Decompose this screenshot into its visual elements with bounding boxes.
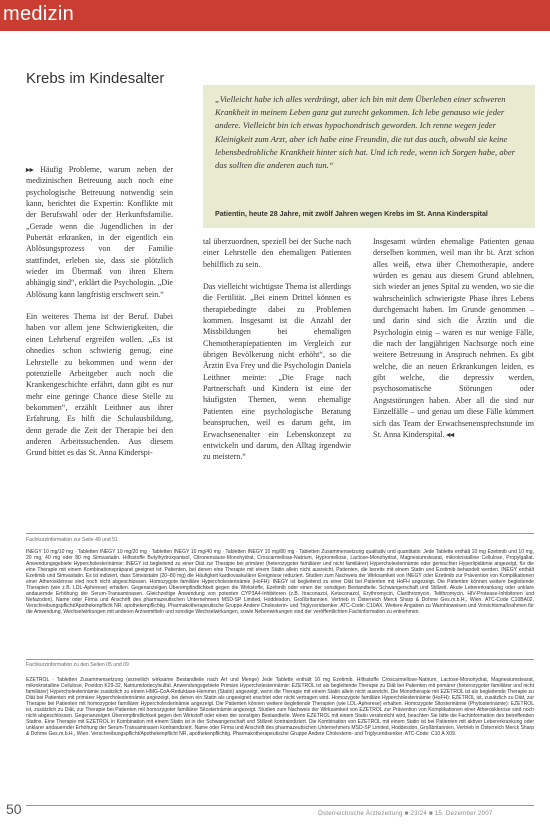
- paragraph: Ein weiteres Thema ist der Beruf. Dabei haben vor allem jene Schwierigkeiten, die einen Lehrberuf ergreifen wollen. „Es ist ohnedies schon schwierig genug, eine Lehrstelle zu bekommen und wenn der potenzielle Arbeitgeber auch noch die Krankengeschichte erfährt, dann gibt es nur mehr eine geringe Chance diese Stelle zu bekommen“, erzählt Leithner aus ihrer Erfahrung. Es hilft die Schulausbildung, denn gerade die Zeit der Therapie bei den anderen Arbeitssuchenden. Aus diesem Grund bittet es das St. Anna Kinderspi-: [26, 312, 173, 458]
- paragraph-text: Insgesamt würden ehemalige Patienten genau derselben kommen, weil man ihr bi. Arzt schon alles weiß, etwa über Chemotherapie, andere würden es genau aus diesem Grund ablehnen, sich wieder an jenes Spital zu wenden, wo sie die wahrscheinlich schwierigste Phase ihres Lebens durchgemacht haben. Im Grunde genommen – und darin sind sich die Ärztin und die Psychologin einig – waren es nur wenige Fälle, die nach der langjährigen Nachsorge noch eine weitere Betreuung in Anspruch nehmen. Es gibt welche, die an neuen Erkrankungen leiden, es gibt welche, die depressiv werden, psychosomatische Störungen oder Angststörungen haben. Aber all die sind nur Einzelfälle – und genau um diese Fälle kümmert sich das Team der Erwachsenensprechstunde im St. Anna Kinderspital.: [373, 237, 534, 439]
- paragraph: Das vielleicht wichtigste Thema ist allerdings die Fertilität. „Bei einem Drittel können es therapiebedingte dabei zu Problemen kommen. Insgesamt ist die Anzahl der Missbildungen bei ehemaligen Chemotherapiepatienten im Vergleich zur übrigen Bevölkerung nicht erhöht“, so die Ärztin Eva Frey und die Psychologin Daniela Leithner meinte: „Die Frage nach Partnerschaft und Kindern ist eine der häufigsten Themen, wenn ehemalige Patienten eine psychologische Beratung beanspruchen, weil es darum geht, im Erwachsenenalter ein Lebenskonzept zu entwickeln und darum, den Alltag irgendwie zu meistern.“: [203, 282, 351, 462]
- pull-quote: „Vielleicht habe ich alles verdrängt, aber ich bin mit dem Überleben einer schweren Krankheit in meinem Leben ganz gut zurecht gekommen. Ich lebe genauso wie jeder andere. Vielleicht bin ich etwas hypochondrisch geworden. Ich renne wegen jeder Kleinigkeit zum Arzt, aber ich habe eine Freundin, die tut das auch, obwohl sie keine lebensbedrohliche Krankheit hinter sich hat. Und ich rede, wenn ich Sorgen habe, aber das sollten die anderen auch tun.“: [215, 94, 516, 171]
- fachinfo-text-2: EZETROL · Tabletten Zusammensetzung (arzneilich wirksame Bestandteile nach Art und Menge) Jede Tablette enthält 10 mg Ezetimib. Hilfsstoffe Croscarmellose-Natrium, Lactose-Monohydrat, Magnesiumstearat, mikrokristalline Cellulose, Povidon K29-32, Natriumdodecylsulfat. Anwendungsgebiete Primäre Hypercholesterinämie: EZETROL ist als begleitende Therapie zu Diät bei Patienten mit primärer (heterozygoter familiärer und nicht familiärer) Hypercholesterinämie zusätzlich zu einem HMG-CoA-Reduktase-Hemmer (Statin) angezeigt, wenn die Therapie mit einem Statin allein nicht ausreicht. Die Monotherapie mit EZETROL ist als begleitende Therapie zu Diät bei Patienten mit primärer Hypercholesterinämie angezeigt, bei denen ein Statin als ungeeignet erachtet oder nicht vertragen wird. Homozygote familiäre Hypercholesterinämie (HoFH): EZETROL ist, zusätzlich zu Diät, zur Therapie bei Patienten mit homozygoter familiärer Hypercholesterinämie angezeigt. Die Patienten können weitere begleitende Therapien (wie LDL-Apherese) erhalten. Homozygote Sitosterinämie (Phytosterinämie): EZETROL ist, zusätzlich zu Diät, zur Therapie bei Patienten mit homozygoter familiärer Sitosterinämie angezeigt. Studien zum Nachweis der Wirksamkeit von EZETROL zur Prävention von Komplikationen einer Atherosklerose sind noch nicht abgeschlossen. Gegenanzeigen Überempfindlichkeit gegen den Wirkstoff oder einen der sonstigen Bestandteile. Wenn EZETROL mit einem Statin verabreicht wird, beachten Sie bitte die Fachinformation des betreffenden Statins. Eine Therapie mit EZETROL in Kombination mit einem Statin ist in der Schwangerschaft und Stillzeit kontraindiziert. Die Kombination von EZETROL mit einem Statin ist bei Patienten mit aktiver Lebererkrankung oder unklarer andauernder Erhöhung der Serum-Transaminasen kontraindiziert. Name oder Firma und Anschrift des pharmazeutischen Unternehmers MSD-SP Limited, Hoddesdon, Großbritannien. Vertrieb in Österreich Merck Sharp & Dohme Ges.m.b.H., Wien. Verschreibungspflicht/Apothekenpflicht NR, apothekenpflichtig. Pharmakotherapeutische Gruppe Andere Cholesterin- und Triglyceridsenker. ATC-Code: C10 A X09.: [26, 677, 534, 738]
- article-column-1: [26, 164, 173, 459]
- paragraph: [373, 236, 534, 440]
- article-column-2: [203, 236, 351, 463]
- fachinfo-label-2: Fachkurzinformation zu den Seiten 05 und 09: [26, 662, 129, 668]
- paragraph: tal überzuordnen, speziell bei der Suche nach einer Lehrstelle den ehemaligen Patienten behilflich zu sein.: [203, 237, 351, 269]
- section-arrow-icon: ▸▸: [26, 165, 41, 174]
- fachinfo-label-1: Fachkurzinformation zur Seite 49 und 51: [26, 537, 118, 543]
- article-title: Krebs im Kindesalter: [26, 70, 165, 87]
- end-of-article-icon: ◂◂: [446, 429, 455, 439]
- paragraph: [26, 164, 173, 300]
- quote-box: [203, 85, 535, 228]
- paragraph-text: Häufig Probleme, warum neben der medizinischen Betreuung auch noch eine psychologische Betreuung notwendig sein kann, berichtet die Expertin: Konflikte mit der Berufswahl oder der Herkunftsfamilie. „Gerade wenn die Jugendlichen in der Pubertät erkranken, in der eigentlich ein Ablösungsprozess von der Familie stattfindet, erleben sie, dass sie plötzlich wieder im Übermaß von ihren Eltern abhängig sind“, erklärt die Psychologin. „Die Ablösung kann langfristig erschwert sein.“: [26, 165, 173, 299]
- section-title: medizin: [3, 3, 75, 25]
- page-number: 50: [6, 801, 22, 817]
- fachinfo-text-1: INEGY 10 mg/10 mg · Tabletten INEGY 10 mg/20 mg · Tabletten INEGY 10 mg/40 mg · Tabletten INEGY 10 mg/80 mg · Tabletten Zusammensetzung qualitativ und quantitativ: Jede Tablette enthält 10 mg Ezetimib und 10 mg, 20 mg, 40 mg oder 80 mg Simvastatin. Hilfsstoffe Butylhydroxyanisol, Citronensäure-Monohydrat, Croscarmellose-Natrium, Hypromellose, Lactose-Monohydrat, Magnesiumstearat, mikrokristalline Cellulose, Propylgallat. Anwendungsgebiete Hypercholesterinämie: INEGY ist begleitend zu einer Diät zur Therapie bei primärer (heterozygoter familiärer und nicht familiärer) Hypercholesterinämie oder gemischter Hyperlipidämie angezeigt, für die eine Therapie mit einem Kombinationspräparat geeignet ist: Patienten, bei denen eine Therapie mit einem Statin allein nicht ausreicht, Patienten, die bereits mit einem Statin und Ezetimib behandelt werden. INEGY enthält Ezetimib und Simvastatin. Es ist indiziert, dass Simvastatin (20–80 mg) die Häufigkeit kardiovaskulärer Ereignisse reduziert. Studien zum Nachweis der Wirksamkeit von INEGY oder Ezetimib zur Prävention von Komplikationen einer Atherosklerose sind noch nicht abgeschlossen. Homozygote familiäre Hypercholesterinämie (HoFH): INEGY ist begleitend zu einer Diät bei Patienten mit HoFH angezeigt. Die Patienten können weitere begleitende Therapien (wie z.B. LDL-Apherese) erhalten. Gegenanzeigen Überempfindlichkeit gegen die Wirkstoffe, Ezetimib oder einen der sonstigen Bestandteile. Schwangerschaft und Stillzeit. Akute Lebererkrankung oder unklare andauernde Erhöhung der Serum-Transaminasen. Gleichzeitige Anwendung von potenten CYP3A4-Inhibitoren (z.B. Itraconazol, Ketoconazol, Erythromycin, Clarithromycin, Telithromycin, HIV-Protease-Inhibitoren und Nefazodon). Name oder Firma und Anschrift des pharmazeutischen Unternehmers MSD-SP Limited, Hoddesdon, Großbritannien. Vertrieb in Österreich Merck Sharp & Dohme Ges.m.b.H., Wien. ATC-Code C10BA02. Verschreibungspflicht/Apothekenpflicht NR, apothekenpflichtig. Pharmakotherapeutische Gruppe Andere Cholesterin- und Triglyceridsenker. ATC-Code: C10AX. Weitere Angaben zu Warnhinweisen und Vorsichtsmaßnahmen für die Anwendung, Wechselwirkungen mit anderen Arzneimitteln und sonstige Wechselwirkungen, sowie Nebenwirkungen sind der veröffentlichten Fachinformation zu entnehmen.: [26, 549, 534, 616]
- divider: [26, 659, 534, 660]
- footer-text: Österreichische Ärztezeitung ■ 23/24 ■ 15. Dezember 2007: [318, 810, 493, 817]
- divider: [26, 533, 534, 534]
- footer-rule: [26, 805, 534, 806]
- quote-caption: Patientin, heute 28 Jahre, mit zwölf Jahren wegen Krebs im St. Anna Kinderspital: [215, 210, 488, 218]
- section-header-bar: [0, 0, 550, 31]
- article-column-3: [373, 236, 534, 440]
